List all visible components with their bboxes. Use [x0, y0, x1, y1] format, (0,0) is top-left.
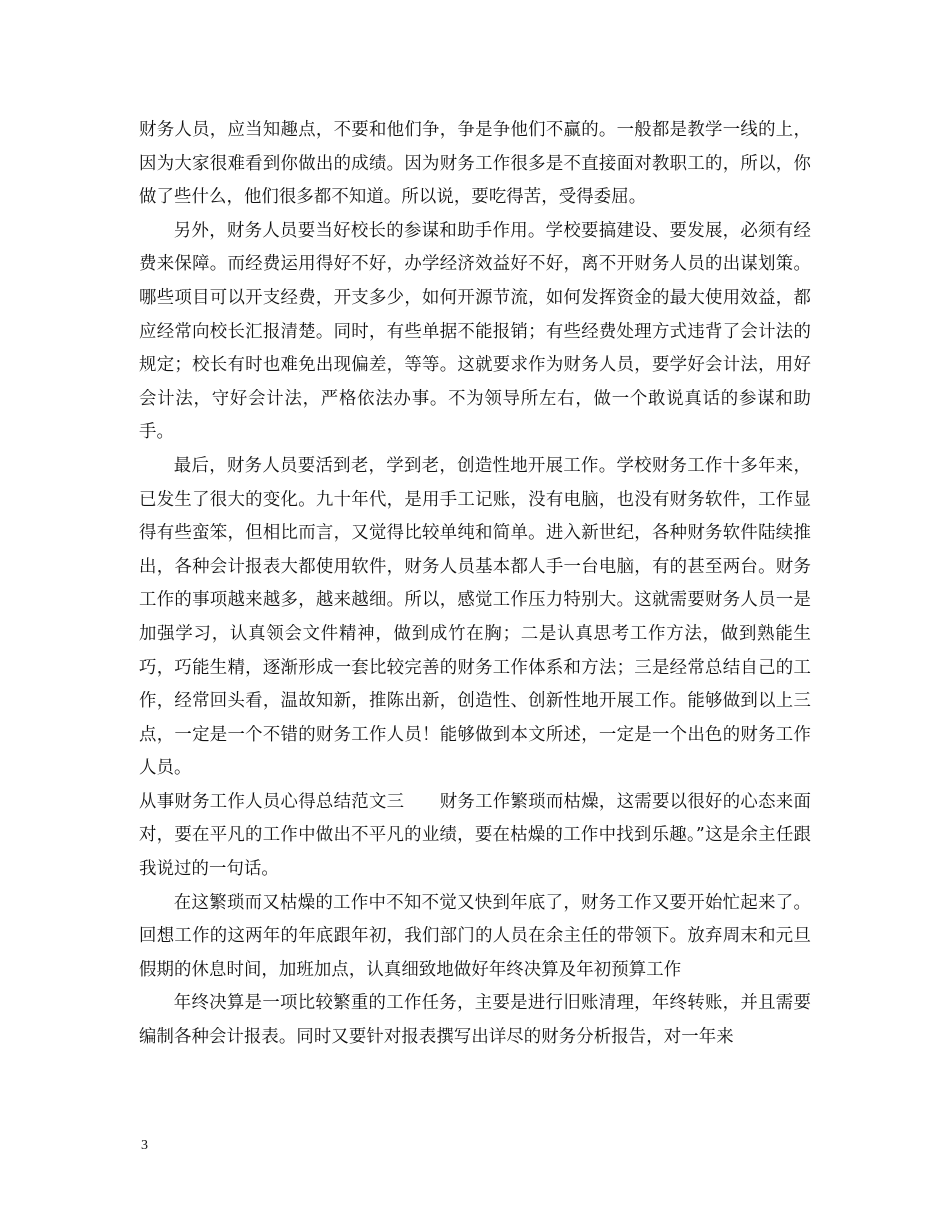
paragraph-5: 在这繁琐而又枯燥的工作中不知不觉又快到年底了，财务工作又要开始忙起来了。回想工作的这两年的年底跟年初，我们部门的人员在余主任的带领下。放弃周末和元旦假期的休息时间，加班加点，认真细致地做好年终决算及年初预算工作	[139, 892, 811, 980]
paragraph-2: 另外，财务人员要当好校长的参谋和助手作用。学校要搞建设、要发展，必须有经费来保障。而经费运用得好不好，办学经济效益好不好，离不开财务人员的出谋划策。哪些项目可以开支经费，开支多少，如何开源节流，如何发挥资金的最大使用效益，都应经常向校长汇报清楚。同时，有些单据不能报销；有些经费处理方式违背了会计法的规定；校长有时也难免出现偏差，等等。这就要求作为财务人员，要学好会计法，用好会计法，守好会计法，严格依法办事。不为领导所左右，做一个敢说真话的参谋和助手。	[139, 220, 811, 443]
page-number: 3	[141, 1138, 148, 1153]
paragraph-1: 财务人员，应当知趣点，不要和他们争，争是争他们不赢的。一般都是教学一线的上，因为大家很难看到你做出的成绩。因为财务工作很多是不直接面对教职工的，所以，你做了些什么，他们很多都不知道。所以说，要吃得苦，受得委屈。	[139, 120, 811, 208]
paragraph-6: 年终决算是一项比较繁重的工作任务，主要是进行旧账清理，年终转账，并且需要编制各种会计报表。同时又要针对报表撰写出详尽的财务分析报告，对一年来	[139, 993, 811, 1048]
paragraph-3: 最后，财务人员要活到老，学到老，创造性地开展工作。学校财务工作十多年来，已发生了很大的变化。九十年代，是用手工记账，没有电脑，也没有财务软件，工作显得有些蛮笨，但相比而言，又觉得比较单纯和简单。进入新世纪，各种财务软件陆续推出，各种会计报表大都使用软件，财务人员基本都人手一台电脑，有的甚至两台。财务工作的事项越来越多，越来越细。所以，感觉工作压力特别大。这就需要财务人员一是加强学习，认真领会文件精神，做到成竹在胸；二是认真思考工作方法，做到熟能生巧，巧能生精，逐渐形成一套比较完善的财务工作体系和方法；三是经常总结自己的工作，经常回头看，温故知新，推陈出新，创造性、创新性地开展工作。能够做到以上三点，一定是一个不错的财务工作人员！能够做到本文所述，一定是一个出色的财务工作人员。	[139, 455, 811, 779]
document-body	[139, 114, 811, 1055]
paragraph-4-section-heading: 从事财务工作人员心得总结范文三 财务工作繁琐而枯燥，这需要以很好的心态来面对，要在平凡的工作中做出不平凡的业绩，要在枯燥的工作中找到乐趣。”这是余主任跟我说过的一句话。	[139, 791, 811, 880]
